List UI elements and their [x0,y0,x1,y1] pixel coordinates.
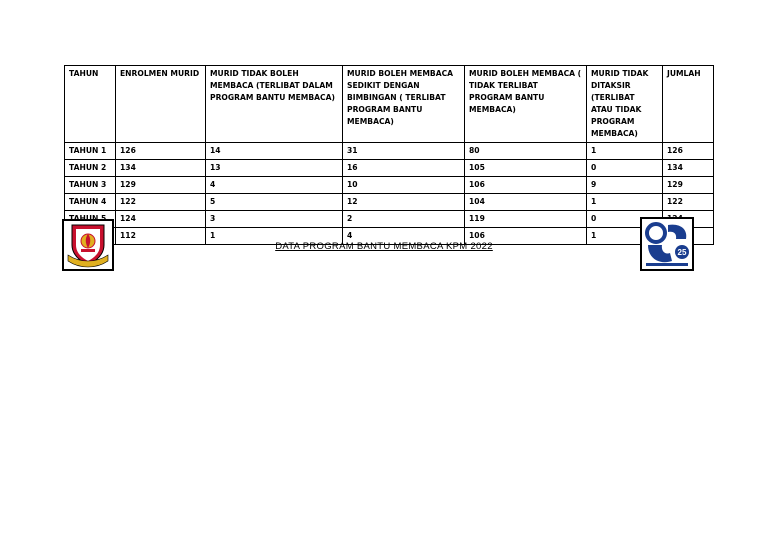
school-crest-logo [62,219,114,271]
reading-program-table [64,65,714,245]
cell-boleh: 106 [465,177,587,194]
cell-tidak-boleh: 4 [206,177,343,194]
cell-tidak-ditaksir: 1 [587,194,663,211]
cell-tahun: TAHUN 1 [65,143,116,160]
cell-tidak-ditaksir: 1 [587,143,663,160]
header-tidak-boleh-membaca: MURID TIDAK BOLEH MEMBACA (TERLIBAT DALAM PROGRAM BANTU MEMBACA) [206,66,343,143]
cell-enrolmen: 112 [116,228,206,245]
cell-jumlah: 134 [663,160,714,177]
caption-text: DATA PROGRAM BANTU MEMBACA KPM 2022 [275,241,493,252]
cell-bimbingan: 4 [343,228,465,245]
cell-bimbingan: 16 [343,160,465,177]
cell-tidak-ditaksir: 0 [587,211,663,228]
header-tidak-ditaksir: MURID TIDAK DITAKSIR (TERLIBAT ATAU TIDAK PROGRAM MEMBACA) [587,66,663,143]
cell-enrolmen: 134 [116,160,206,177]
cell-enrolmen: 124 [116,211,206,228]
cell-enrolmen: 122 [116,194,206,211]
cell-tidak-boleh: 3 [206,211,343,228]
school-emblem-logo [640,217,694,271]
cell-enrolmen: 129 [116,177,206,194]
table-row [65,177,714,194]
cell-boleh: 105 [465,160,587,177]
cell-boleh: 80 [465,143,587,160]
cell-tidak-ditaksir: 0 [587,160,663,177]
header-jumlah: JUMLAH [663,66,714,143]
cell-bimbingan: 10 [343,177,465,194]
cell-jumlah: 122 [663,194,714,211]
cell-tidak-boleh: 13 [206,160,343,177]
table-row [65,194,714,211]
cell-boleh: 106 [465,228,587,245]
cell-tahun: TAHUN 4 [65,194,116,211]
cell-jumlah: 129 [663,177,714,194]
table-header-row [65,66,714,143]
school-crest-icon [64,221,112,269]
cell-boleh: 119 [465,211,587,228]
cell-boleh: 104 [465,194,587,211]
cell-tidak-boleh: 5 [206,194,343,211]
cell-enrolmen: 126 [116,143,206,160]
cell-tahun: TAHUN 2 [65,160,116,177]
cell-bimbingan: 12 [343,194,465,211]
cell-jumlah: 126 [663,143,714,160]
cell-bimbingan: 2 [343,211,465,228]
header-enrolmen: ENROLMEN MURID [116,66,206,143]
table-row [65,143,714,160]
cell-tahun: TAHUN 3 [65,177,116,194]
cell-bimbingan: 31 [343,143,465,160]
header-membaca-dengan-bimbingan: MURID BOLEH MEMBACA SEDIKIT DENGAN BIMBINGAN ( TERLIBAT PROGRAM BANTU MEMBACA) [343,66,465,143]
table-row [65,160,714,177]
cell-tidak-ditaksir: 1 [587,228,663,245]
cell-tidak-ditaksir: 9 [587,177,663,194]
header-tahun: TAHUN [65,66,116,143]
table-row [65,211,714,228]
emblem-number: 25 [677,248,687,257]
cell-tidak-boleh: 14 [206,143,343,160]
caption [200,241,568,252]
school-emblem-25-icon [642,219,692,269]
header-boleh-membaca: MURID BOLEH MEMBACA ( TIDAK TERLIBAT PROGRAM BANTU MEMBACA) [465,66,587,143]
cell-tidak-boleh: 1 [206,228,343,245]
